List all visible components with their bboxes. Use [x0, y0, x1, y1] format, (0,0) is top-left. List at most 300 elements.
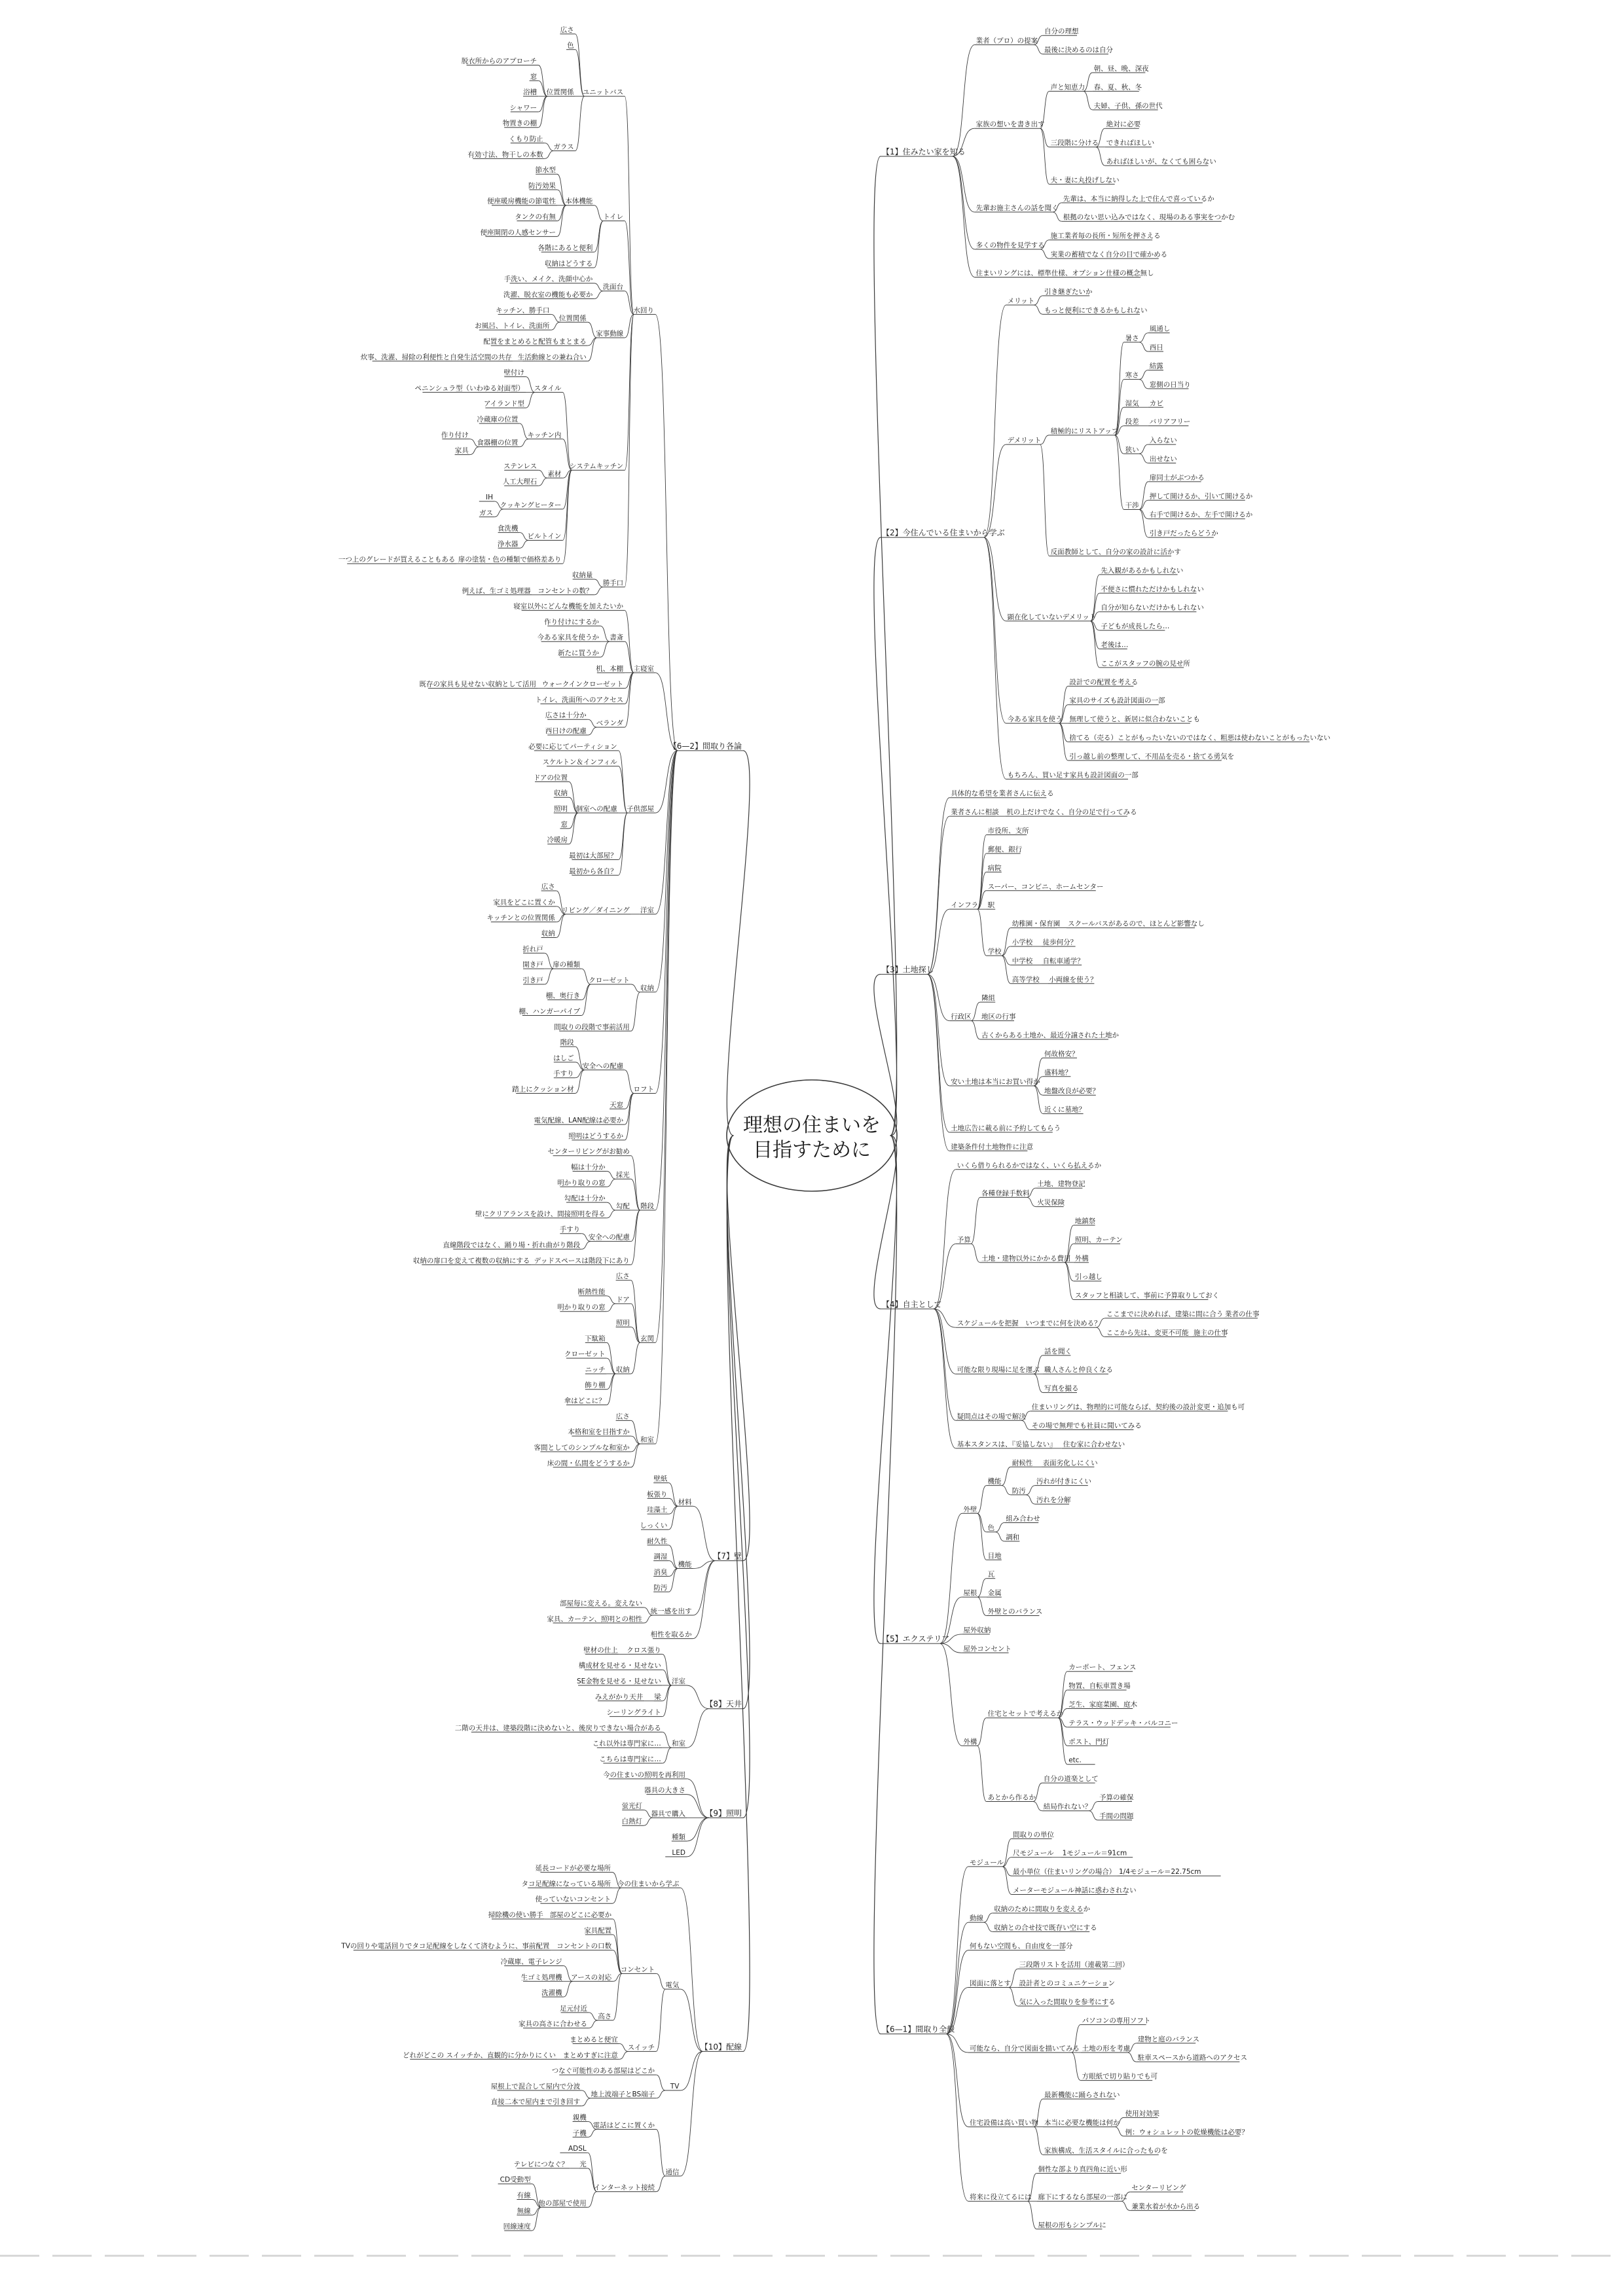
mindmap-node-label: 【7】壁	[713, 1551, 742, 1561]
child-connector	[1027, 2201, 1036, 2229]
child-connector	[588, 2192, 597, 2208]
child-connector	[644, 1818, 653, 1825]
mindmap-node-label: 土地、建物登記	[1037, 1180, 1085, 1189]
mindmap-node-label: まとめると便宜	[570, 2036, 618, 2044]
mindmap-node-label: 予算の確保	[1099, 1793, 1134, 1802]
mindmap-node-label: 徒歩何分？	[1042, 938, 1078, 946]
child-connector	[984, 537, 1006, 779]
mindmap-node-label: 階段	[560, 1039, 574, 1047]
mindmap-node-label: 広さ	[560, 26, 574, 34]
child-connector	[656, 1989, 665, 2051]
mindmap-node-label: 手すり	[559, 1225, 581, 1234]
mindmap-node-label: 屋根上で混合して屋内で分波	[490, 2082, 581, 2090]
mindmap-node-label: 住宅設備は高い買い物	[970, 2119, 1038, 2127]
mindmap-node-label: アイランド型	[483, 400, 524, 408]
mindmap-node-label: 西日けの配慮	[545, 727, 587, 736]
mindmap-node-label: トイレ	[603, 213, 624, 221]
mindmap-node-label: 防汚	[1012, 1486, 1026, 1495]
mindmap-node-label: 芝生、家庭菜園、庭木	[1068, 1700, 1138, 1709]
mindmap-node-label: キッチン内	[527, 431, 562, 439]
child-connector	[545, 151, 554, 158]
mindmap-node-label: 窓	[560, 820, 568, 829]
mindmap-node-label: 寒さ	[1125, 371, 1139, 380]
child-connector	[984, 537, 1006, 621]
mindmap-node-label: 冷蔵庫、電子レンジ	[500, 1958, 562, 1966]
mindmap-node-label: 器具で購入	[651, 1810, 685, 1818]
mindmap-node-label: 予算	[957, 1236, 971, 1244]
mindmap-node-label: 個室への配慮	[575, 805, 617, 814]
mindmap-node-label: 足元付近	[560, 2004, 587, 2013]
mindmap-node-label: 安全への配慮	[588, 1233, 630, 1242]
child-connector	[1139, 509, 1148, 518]
mindmap-node-label: 住宅とセットで考えるか	[987, 1710, 1064, 1718]
mindmap-node-label: 開き戸	[522, 961, 543, 969]
mindmap-node-label: 勾配	[615, 1202, 630, 1211]
child-connector	[631, 1210, 640, 1265]
child-connector	[953, 45, 975, 156]
central-topic-line: 理想の住まいを	[743, 1114, 881, 1137]
mindmap-node-label: 照明	[554, 805, 568, 814]
mindmap-node-label: 三段階に分ける	[1050, 139, 1099, 147]
mindmap-node-label: メリット	[1007, 297, 1035, 306]
child-connector	[663, 1654, 672, 1685]
mindmap-node-label: これ以外は専門家に…	[592, 1740, 661, 1748]
mindmap-node-label: 市役所、支所	[987, 827, 1029, 835]
mindmap-node-label: IH	[486, 493, 493, 501]
mindmap-node-label: 家具の高さに合わせる	[519, 2020, 587, 2028]
child-connector	[663, 1732, 672, 1748]
mindmap-node-label: 光	[579, 2160, 587, 2168]
mindmap-node-label: 屋根の形もシンプルに	[1038, 2221, 1106, 2229]
mindmap-node-label: 暑さ	[1125, 334, 1139, 342]
mindmap-node-label: 水回り	[633, 306, 654, 315]
child-connector	[1089, 1811, 1098, 1820]
mindmap-node-label: 先入観があるかもしれない	[1101, 566, 1184, 575]
mindmap-node-label: ガラス	[553, 143, 574, 151]
child-connector	[1053, 212, 1062, 221]
child-connector	[526, 392, 535, 408]
mindmap-node-label: 明かり取りの窓	[557, 1303, 606, 1312]
mindmap-node-label: 土地広告に載る前に予約してもらう	[951, 1124, 1061, 1132]
mindmap-node-label: 相性を取るか	[650, 1630, 692, 1639]
mindmap-node-label: 【5】エクステリア	[882, 1634, 950, 1644]
mindmap-node-label: 家具をどこに置くか	[493, 898, 555, 906]
mindmap-node-label: 小両線を使う？	[1049, 975, 1097, 984]
mindmap-node-label: 作り付け	[441, 431, 469, 439]
child-connector	[631, 1156, 640, 1210]
mindmap-node-label: 可能な限り現場に足を運ぶ	[957, 1366, 1040, 1374]
mindmap-node-label: 高さ	[598, 2012, 612, 2020]
mindmap-node-label: 炊事、洗濯、掃除の利便性と自発生活空間の共存	[360, 353, 512, 361]
mindmap-node-label: 生ゴミ処理機	[520, 1973, 562, 1982]
mindmap-node-label: バリアフリー	[1149, 418, 1191, 426]
mindmap-node-label: 収納	[541, 929, 555, 938]
mindmap-node-label: 机、本棚	[596, 664, 624, 673]
child-connector	[545, 969, 554, 984]
mindmap-node-label: 表面劣化しにくい	[1042, 1459, 1098, 1467]
mindmap-node-label: 家族構成、生活スタイルに合ったものを	[1044, 2147, 1168, 2155]
mindmap-node-label: しっくい	[640, 1521, 668, 1530]
child-connector	[1096, 1327, 1105, 1336]
child-connector	[532, 2207, 541, 2215]
child-connector	[971, 1244, 980, 1262]
child-connector	[556, 914, 566, 922]
child-connector	[1034, 1374, 1043, 1392]
mindmap-node-label: 業者の仕事	[1225, 1310, 1260, 1319]
mindmap-node-label: 珪藻土	[646, 1506, 668, 1515]
child-connector	[1002, 1467, 1011, 1485]
mindmap-node-label: 広さ	[541, 883, 555, 891]
mindmap-node-label: 【6—2】間取り各論	[668, 741, 742, 751]
mindmap-node-label: CD受動型	[500, 2176, 531, 2184]
child-connector	[1139, 444, 1148, 454]
child-connector	[977, 1513, 987, 1560]
mindmap-node-label: スイッチ	[627, 2043, 655, 2052]
mindmap-node-label: 安全への配慮	[582, 1062, 624, 1070]
child-connector	[668, 1506, 678, 1514]
mindmap-node-label: 下駄箱	[585, 1335, 606, 1343]
child-connector	[680, 1888, 702, 2051]
child-connector	[538, 470, 547, 478]
mindmap-node-label: コンセント	[620, 1965, 655, 1974]
child-connector	[946, 1922, 968, 2034]
child-connector	[693, 1561, 716, 1615]
mindmap-node-label: ADSL	[568, 2145, 587, 2153]
branch-connector	[874, 537, 897, 1136]
mindmap-node-label: あればほしいが、なくても困らない	[1106, 158, 1216, 166]
mindmap-node-label: ペニンシュラ型（いわゆる対面型）	[414, 384, 524, 393]
mindmap-node-label: 洗濯機	[541, 1989, 562, 1998]
mindmap-node-label: 結局作れない？	[1043, 1803, 1092, 1811]
child-connector	[631, 984, 640, 992]
branch-connector	[874, 156, 897, 1136]
mindmap-node-label: 傘はどこに？	[564, 1397, 606, 1405]
mindmap-node-label: 積極的にリストアップ	[1050, 427, 1119, 435]
mindmap-node-label: ビルトイン	[527, 532, 562, 541]
mindmap-node-label: 採光	[615, 1171, 630, 1179]
mindmap-node-label: 尺モジュール	[1013, 1849, 1054, 1857]
mindmap-node-label: 各種登録手数料	[981, 1189, 1030, 1198]
child-connector	[581, 2098, 591, 2106]
child-connector	[519, 540, 528, 548]
mindmap-node-label: TVの回りや電話回りでタコ足配線をしなくて済むように、事前配置	[341, 1942, 550, 1950]
mindmap-node-label: 広さ	[615, 1412, 630, 1421]
mindmap-node-label: 扉の塗装・色の種類で価格差あり	[458, 556, 562, 564]
child-connector	[594, 206, 603, 221]
mindmap-node-label: 右手で開けるか、左手で開けるか	[1149, 511, 1253, 519]
mindmap-node-label: 直線階段ではなく、踊り場・折れ曲がり階段	[443, 1241, 581, 1249]
child-connector	[631, 1436, 640, 1444]
mindmap-node-label: ここまでに決めれば、建築に間に合う	[1106, 1310, 1224, 1319]
mindmap-node-label: 干渉	[1125, 501, 1139, 510]
mindmap-node-label: くもり防止	[509, 135, 543, 143]
mindmap-node-label: 食器棚の位置	[477, 439, 519, 447]
mindmap-node-label: 掃除機の使い勝手	[488, 1911, 543, 1920]
mindmap-node-label: 入らない	[1149, 437, 1177, 445]
mindmap-node-label: 部屋のどこに必要か	[549, 1911, 612, 1920]
child-connector	[1139, 380, 1148, 389]
mindmap-node-label: 間取りの段階で事前活用	[554, 1023, 630, 1031]
child-connector	[656, 2176, 665, 2192]
mindmap-node-label: ロフト	[633, 1085, 654, 1094]
mindmap-node-label: シーリングライト	[606, 1708, 661, 1717]
mindmap-node-label: 本当に必要な機能は何か	[1044, 2119, 1120, 2127]
mindmap-node-label: 基本スタンスは、『妥協しない』	[957, 1440, 1057, 1448]
child-connector	[631, 1444, 640, 1452]
mindmap-node-label: 壁材の仕上	[583, 1646, 618, 1655]
child-connector	[1115, 2127, 1124, 2136]
child-connector	[589, 2013, 598, 2020]
mindmap-node-label: 1/4モジュール＝22.75cm	[1119, 1868, 1201, 1876]
mindmap-node-label: 顕在化していないデメリット	[1007, 613, 1097, 621]
mindmap-node-label: 地盤改良が必要？	[1044, 1087, 1099, 1096]
child-connector	[607, 1172, 616, 1179]
mindmap-node-label: つなぐ可能性のある部屋はどこか	[551, 2067, 655, 2075]
child-connector	[588, 727, 597, 735]
mindmap-node-label: 最小単位（住まいリングの場合）	[1013, 1868, 1116, 1876]
mindmap-node-label: 外構	[963, 1738, 977, 1746]
mindmap-node-label: 春、夏、秋、冬	[1093, 83, 1142, 92]
mindmap-node-label: あとから作るか	[987, 1793, 1036, 1802]
child-connector	[1034, 305, 1043, 314]
mindmap-node-label: 近くに墓地？	[1044, 1105, 1085, 1114]
child-connector	[594, 283, 603, 291]
mindmap-node-label: インターネット接続	[593, 2183, 655, 2192]
mindmap-node-label: 先輩は、本当に納得した上で住んで喜っているか	[1063, 194, 1214, 203]
mindmap-node-label: 組み合わせ	[1006, 1515, 1040, 1523]
mindmap-node-label: 建築条件付土地物件に注意	[951, 1143, 1034, 1151]
mindmap-node-label: 汚れが付きにくい	[1036, 1477, 1091, 1486]
mindmap-node-label: SE金物を見せる・見せない	[576, 1677, 661, 1685]
mindmap-node-label: 必要に応じてパーティション	[528, 742, 617, 751]
mindmap-node-label: スケジュールを把握	[957, 1319, 1019, 1328]
mindmap-node-label: クローゼット	[589, 976, 630, 984]
child-connector	[983, 1913, 993, 1922]
mindmap-node-label: どれがどこの スイッチか、直観的に分かりにくい	[403, 2051, 556, 2060]
mindmap-node-label: ニッチ	[585, 1365, 606, 1374]
child-connector	[1139, 500, 1148, 509]
mindmap-node-label: 節水型	[535, 166, 556, 175]
mindmap-node-label: 絶対に必要	[1106, 120, 1141, 129]
mindmap-node-label: 無線	[517, 2207, 531, 2215]
mindmap-node-label: 便座開閉の人感センサー	[480, 228, 556, 237]
mindmap-node-label: ベランダ	[596, 719, 624, 728]
mindmap-node-label: モジュール	[970, 1858, 1004, 1867]
mindmap-node-label: クロス張り	[627, 1646, 661, 1655]
mindmap-node-label: スケルトン＆インフィル	[542, 758, 617, 766]
mindmap-node-label: 例：ウォシュレットの乾燥機能は必要？	[1125, 2128, 1249, 2136]
mindmap-node-label: 方眼紙で切り貼りでも可	[1082, 2072, 1158, 2081]
mindmap-node-label: タコ足配線になっている場所	[521, 1880, 611, 1888]
child-connector	[575, 34, 585, 96]
mindmap-node-label: 有効寸法、物干しの本数	[467, 151, 543, 159]
mindmap-node-label: 家具のサイズも設計図面の一部	[1069, 696, 1165, 705]
mindmap-node-label: 広さ	[615, 1272, 630, 1281]
mindmap-node-label: 天窓	[610, 1101, 624, 1109]
mindmap-node-label: 駐車スペースから道路へのアクセス	[1137, 2054, 1247, 2062]
child-connector	[934, 1170, 956, 1309]
child-connector	[575, 96, 585, 151]
mindmap-node-label: 何もない空間も、自由度を一部分	[970, 1942, 1073, 1950]
child-connector	[971, 1021, 980, 1039]
child-connector	[594, 221, 603, 268]
mindmap-node-label: 書斎	[610, 634, 624, 642]
mindmap-node-label: ガス	[479, 509, 493, 517]
child-connector	[1065, 1263, 1074, 1300]
mindmap-node-label: 外壁とのバランス	[987, 1607, 1043, 1616]
child-connector	[1096, 147, 1105, 166]
mindmap-node-label: 住む家に合わせない	[1063, 1440, 1125, 1448]
child-connector	[589, 2020, 598, 2028]
mindmap-node-label: 手間の問題	[1099, 1812, 1134, 1820]
child-connector	[977, 909, 987, 956]
mindmap-node-label: 最後に決めるのは自分	[1044, 46, 1113, 54]
mindmap-node-label: 瓦	[987, 1570, 995, 1579]
child-connector	[934, 1309, 956, 1448]
mindmap-node-label: 屋外コンセント	[963, 1645, 1012, 1653]
mindmap-node-label: 脱衣所からのアプローチ	[461, 57, 538, 65]
child-connector	[613, 1973, 622, 2020]
mindmap-node-label: インフラ	[951, 901, 979, 910]
mindmap-node-label: 手洗い、メイク、洗顔中心か	[503, 275, 593, 283]
child-connector	[1040, 444, 1049, 556]
mindmap-node-label: 収納	[554, 789, 568, 798]
child-connector	[1026, 1486, 1035, 1495]
mindmap-node-label: 寝室以外にどんな機能を加えたいか	[513, 602, 624, 611]
mindmap-node-label: 冷蔵庫の位置	[477, 415, 519, 423]
mindmap-node-label: 可能なら、自分で図面を描いてみる	[970, 2044, 1080, 2053]
mindmap-node-label: スーパー、コンビニ、ホームセンター	[987, 882, 1104, 891]
mindmap-node-label: 洋室	[672, 1677, 685, 1685]
child-connector	[545, 143, 554, 151]
mindmap-node-label: お風呂、トイレ、洗面所	[475, 322, 550, 331]
child-connector	[934, 1309, 956, 1420]
mindmap-node-label: ドアの位置	[533, 774, 568, 782]
mindmap-node-label: 地鎮祭	[1074, 1217, 1096, 1226]
mindmap-node-label: 梁	[654, 1693, 661, 1701]
child-connector	[607, 1179, 616, 1187]
child-connector	[977, 835, 987, 910]
mindmap-node-label: 家事動線	[596, 330, 624, 338]
mindmap-node-label: 土地・建物以外にかかる費用	[981, 1254, 1071, 1263]
mindmap-node-label: 今の住まいから学ぶ	[617, 1880, 680, 1888]
mindmap-node-label: 有線	[517, 2191, 531, 2200]
child-connector	[1139, 454, 1148, 463]
mindmap-node-label: ここがスタッフの腕の見せ所	[1101, 659, 1190, 668]
mindmap-node-label: ドア	[616, 1295, 630, 1304]
child-connector	[1027, 1197, 1036, 1206]
mindmap-node-label: 【1】住みたい家を知る	[882, 147, 966, 156]
central-topic-line: 目指すために	[753, 1139, 871, 1162]
mindmap-node-label: 廊下にするなら部屋の一部に	[1038, 2193, 1127, 2202]
mindmap-node-label: 配置をまとめると配管もまとまる	[483, 337, 587, 346]
mindmap-node-label: 防汚	[653, 1584, 668, 1592]
child-connector	[655, 751, 678, 1210]
child-connector	[687, 1709, 709, 1748]
child-connector	[619, 813, 628, 859]
branch-connector	[727, 751, 750, 1136]
mindmap-node-label: 三段階リストを活用（連載第二回）	[1019, 1961, 1129, 1969]
mindmap-node-label: 回線速度	[503, 2223, 531, 2231]
child-connector	[939, 1643, 962, 1746]
mindmap-node-label: 自分の道楽として	[1043, 1775, 1099, 1784]
mindmap-node-label: 統一感を出す	[650, 1607, 692, 1615]
child-connector	[927, 975, 949, 1151]
mindmap-node-label: 白熱灯	[621, 1818, 642, 1826]
mindmap-node-label: 主寝室	[633, 664, 654, 673]
mindmap-node-label: カーポート、フェンス	[1068, 1663, 1137, 1672]
mindmap-node-label: トイレ、洗面所へのアクセス	[535, 696, 624, 704]
child-connector	[655, 751, 678, 1444]
mindmap-node-label: 押して開けるか、引いて開けるか	[1149, 492, 1253, 501]
child-connector	[631, 992, 640, 1031]
mindmap-node-label: 使っていないコンセント	[535, 1895, 611, 1904]
mindmap-node-label: クッキングヒーター	[500, 501, 562, 509]
mindmap-node-label: 防汚効果	[528, 181, 556, 190]
mindmap-node-label: 収納との合せ技で既存い空にする	[994, 1924, 1097, 1932]
mindmap-node-label: 和室	[640, 1436, 654, 1444]
mindmap-node-label: 声と知恵力	[1050, 83, 1085, 92]
mindmap-node-label: 実業の蓄積でなく自分の目で確かめる	[1050, 251, 1168, 259]
child-connector	[1002, 946, 1011, 956]
mindmap-node-label: 火災保険	[1037, 1198, 1065, 1207]
mindmap-node-label: 先輩お施主さんの話を聞く	[976, 204, 1059, 213]
child-connector	[594, 587, 603, 595]
mindmap-node-label: 子機	[572, 2129, 587, 2138]
child-connector	[1059, 723, 1068, 761]
mindmap-node-label: 業者さんに相談	[951, 808, 999, 817]
child-connector	[668, 1568, 678, 1576]
mindmap-node-label: 色	[567, 41, 574, 50]
mindmap-node-label: 洗面台	[602, 283, 624, 291]
mindmap-node-label: 施工業者毎の長所・短所を押さえる	[1050, 232, 1161, 240]
mindmap-node-label: 蛍光灯	[621, 1802, 642, 1810]
mindmap-node-label: 盛料地？	[1044, 1068, 1072, 1077]
mindmap-node-label: 今の住まいの照明を再利用	[603, 1770, 685, 1779]
mindmap-node-label: いつまでに何を決める？	[1025, 1319, 1101, 1328]
mindmap-node-label: 最初から各自？	[569, 867, 617, 876]
child-connector	[655, 751, 678, 914]
child-connector	[953, 156, 975, 278]
mindmap-node-label: 階段	[640, 1202, 654, 1211]
mindmap-node-label: スタッフと相談して、事前に予算取りしておく	[1074, 1291, 1220, 1300]
mindmap-node-label: 業者（プロ）の提案	[976, 37, 1038, 45]
mindmap-node-label: テラス・ウッドデッキ・バルコニー	[1068, 1719, 1178, 1727]
mindmap-node-label: 耐候性	[1012, 1459, 1033, 1467]
mindmap-node-label: 部屋毎に変える。変えない	[560, 1599, 642, 1607]
mindmap-node-label: こちらは専門家に…	[599, 1755, 661, 1764]
mindmap-node-label: 施主の仕事	[1194, 1329, 1228, 1337]
mindmap-node-label: コンセントの口数	[556, 1942, 612, 1950]
child-connector	[977, 1579, 987, 1597]
child-connector	[1072, 2053, 1081, 2081]
mindmap-node-label: 耐久性	[646, 1537, 668, 1545]
mindmap-node-label: 無理して使うと、新居に似合わないことも	[1069, 715, 1200, 724]
mindmap-node-label: 例えば、生ゴミ処理器	[462, 586, 531, 595]
mindmap-node-label: アースの対応	[571, 1973, 612, 1982]
mindmap-node-label: 二階の天井は、建築段階に決めないと、後戻りできない場合がある	[454, 1724, 661, 1732]
child-connector	[1040, 435, 1049, 444]
mindmap-node-label: 素材	[547, 470, 562, 478]
mindmap-node-label: TV	[670, 2082, 680, 2090]
mindmap-node-label: 疑問点はその場で解決	[957, 1412, 1026, 1421]
mindmap-node-label: 最初は大部屋？	[569, 852, 617, 860]
mindmap-node-label: 扉同士がぶつかる	[1149, 473, 1205, 482]
child-connector	[625, 611, 634, 673]
child-connector	[594, 579, 603, 587]
mindmap-node-label: 新たに買うか	[558, 649, 599, 658]
mindmap-node-label: 住まいリングには、標準仕様、オプション仕様の概念無し	[976, 269, 1154, 278]
